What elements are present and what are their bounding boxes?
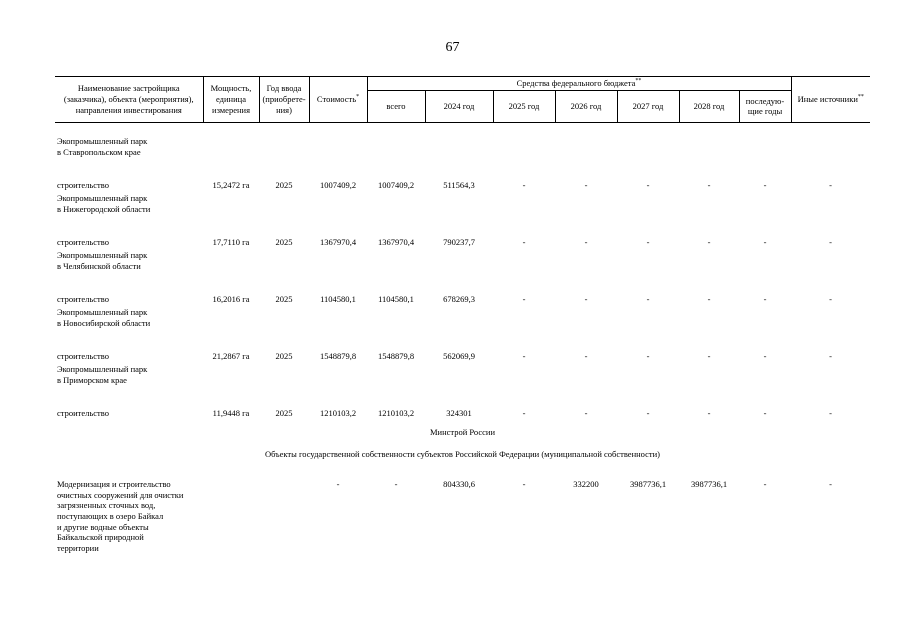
object-row — [55, 307, 870, 351]
y2025-cell: - — [522, 180, 526, 191]
table-row — [55, 180, 870, 193]
header-later: последую-щие годы — [739, 90, 791, 122]
other-cell: - — [829, 479, 832, 490]
y2028-cell: 3987736,1 — [690, 479, 728, 490]
table-row — [55, 294, 870, 307]
cost-cell: - — [336, 479, 340, 490]
later-cell: - — [763, 294, 767, 305]
direction-cell: строительство — [57, 180, 109, 191]
year-cell: 2025 — [275, 351, 293, 362]
year-cell: 2025 — [275, 294, 293, 305]
header-other — [791, 77, 870, 123]
object-name-line: в Новосибирской области — [57, 317, 151, 328]
y2027-cell: - — [646, 180, 650, 191]
object-row — [55, 364, 870, 408]
object-name-line: Модернизация и строительство — [57, 479, 171, 490]
object-name-line: в Приморском крае — [57, 374, 127, 385]
object-row — [55, 193, 870, 237]
y2026-cell: - — [584, 408, 588, 419]
header-federal-mark: ** — [635, 78, 642, 85]
header-capacity: Мощность, единица измерения — [203, 77, 259, 123]
year-cell: 2025 — [275, 408, 293, 419]
y2028-cell: - — [707, 351, 711, 362]
object-name-line: Экопромышленный парк — [57, 364, 148, 375]
object-row — [55, 136, 870, 180]
ministry-row — [55, 421, 870, 443]
table-body — [55, 122, 870, 569]
header-other-mark: ** — [857, 94, 864, 101]
table-row — [55, 479, 870, 569]
header-name: Наименование застройщика (заказчика), объекта (мероприятия), направления инвестирования — [55, 77, 203, 123]
object-name-line: и другие водные объекты — [57, 521, 149, 532]
y2028-cell: - — [707, 180, 711, 191]
header-2026: 2026 год — [555, 90, 617, 122]
total-cell: 1548879,8 — [377, 351, 415, 362]
object-name-line: в Челябинской области — [57, 260, 141, 271]
header-federal-label: Средства федерального бюджета — [516, 78, 636, 88]
y2027-cell: - — [646, 237, 650, 248]
capacity-cell: 15,2472 га — [212, 180, 250, 191]
y2024-cell: 324301 — [446, 408, 472, 419]
table-header — [55, 77, 870, 123]
object-name-line: Экопромышленный парк — [57, 250, 148, 261]
header-year: Год ввода (приобрете-ния) — [259, 77, 309, 123]
later-cell: - — [763, 408, 767, 419]
header-cost-mark: * — [356, 94, 360, 101]
object-name-line: поступающих в озеро Байкал — [57, 511, 164, 521]
y2024-cell: 804330,6 — [443, 479, 475, 490]
y2025-cell: - — [522, 408, 526, 419]
y2028-cell: - — [707, 408, 711, 419]
y2025-cell: - — [522, 479, 526, 490]
header-2028: 2028 год — [679, 90, 739, 122]
header-total: всего — [367, 90, 425, 122]
year-cell: 2025 — [275, 237, 293, 248]
capacity-cell: 16,2016 га — [212, 294, 250, 305]
header-2024: 2024 год — [425, 90, 493, 122]
y2024-cell: 678269,3 — [443, 294, 475, 305]
page-number: 67 — [445, 40, 460, 55]
direction-cell: строительство — [57, 351, 109, 362]
y2026-cell: - — [584, 351, 588, 362]
later-cell: - — [763, 237, 767, 248]
later-cell: - — [763, 479, 767, 490]
y2025-cell: - — [522, 294, 526, 305]
object-name-line: в Нижегородской области — [57, 203, 151, 214]
object-name-line: Экопромышленный парк — [57, 136, 148, 147]
later-cell: - — [763, 351, 767, 362]
y2028-cell: - — [707, 237, 711, 248]
total-cell: - — [394, 479, 398, 490]
y2024-cell: 562069,9 — [443, 351, 475, 362]
total-cell: 1210103,2 — [377, 408, 415, 419]
y2026-cell: - — [584, 294, 588, 305]
y2026-cell: - — [584, 237, 588, 248]
capacity-cell: 17,7110 га — [212, 237, 250, 248]
y2024-cell: 511564,3 — [443, 180, 475, 191]
y2027-cell: - — [646, 294, 650, 305]
capacity-cell: 21,2867 га — [212, 351, 250, 362]
object-name-line: территории — [57, 542, 99, 553]
ministry-heading: Минстрой России — [429, 426, 496, 437]
y2028-cell: - — [707, 294, 711, 305]
later-cell: - — [763, 180, 767, 191]
capacity-cell — [203, 479, 259, 569]
y2026-cell: - — [584, 180, 588, 191]
direction-cell: строительство — [57, 408, 109, 419]
object-name — [55, 193, 870, 237]
total-cell: 1367970,4 — [377, 237, 415, 248]
capacity-cell: 11,9448 га — [212, 408, 250, 419]
object-name — [55, 479, 203, 569]
year-cell — [259, 479, 309, 569]
object-name-line: Экопромышленный парк — [57, 307, 148, 318]
header-cost-label: Стоимость — [316, 94, 357, 104]
other-cell: - — [829, 237, 832, 248]
y2027-cell: - — [646, 408, 650, 419]
total-cell: 1007409,2 — [377, 180, 415, 191]
year-cell: 2025 — [275, 180, 293, 191]
y2025-cell: - — [522, 237, 526, 248]
direction-cell: строительство — [57, 294, 109, 305]
category-row — [55, 443, 870, 465]
object-name — [55, 250, 870, 294]
other-cell: - — [829, 180, 832, 191]
object-name — [55, 307, 870, 351]
cost-cell: 1210103,2 — [319, 408, 357, 419]
object-name-line: очистных сооружений для очистки — [57, 489, 184, 500]
object-name-line: загрязненных сточных вод, — [57, 500, 156, 511]
total-cell: 1104580,1 — [378, 294, 414, 305]
header-2027: 2027 год — [617, 90, 679, 122]
object-name — [55, 136, 870, 180]
y2025-cell: - — [522, 351, 526, 362]
table-row — [55, 408, 870, 421]
y2027-cell: 3987736,1 — [629, 479, 667, 490]
header-2025: 2025 год — [493, 90, 555, 122]
object-row — [55, 250, 870, 294]
cost-cell: 1104580,1 — [320, 294, 356, 305]
y2024-cell: 790237,7 — [443, 237, 475, 248]
cost-cell: 1367970,4 — [319, 237, 357, 248]
other-cell: - — [829, 408, 832, 419]
object-name — [55, 364, 870, 408]
header-other-label: Иные источники — [797, 94, 858, 104]
other-cell: - — [829, 294, 832, 305]
header-cost — [309, 77, 367, 123]
table-row — [55, 237, 870, 250]
object-name-line: Байкальской природной — [57, 532, 144, 543]
object-name-line: в Ставропольском крае — [57, 146, 141, 157]
y2026-cell: 332200 — [573, 479, 599, 490]
table-row — [55, 351, 870, 364]
y2027-cell: - — [646, 351, 650, 362]
object-name-line: Экопромышленный парк — [57, 193, 148, 204]
header-federal — [367, 77, 791, 91]
direction-cell: строительство — [57, 237, 109, 248]
other-cell: - — [829, 351, 832, 362]
cost-cell: 1548879,8 — [319, 351, 357, 362]
category-heading: Объекты государственной собственности субъектов Российской Федерации (муниципальной собственности) — [265, 448, 660, 459]
cost-cell: 1007409,2 — [319, 180, 357, 191]
investment-table — [55, 76, 870, 569]
